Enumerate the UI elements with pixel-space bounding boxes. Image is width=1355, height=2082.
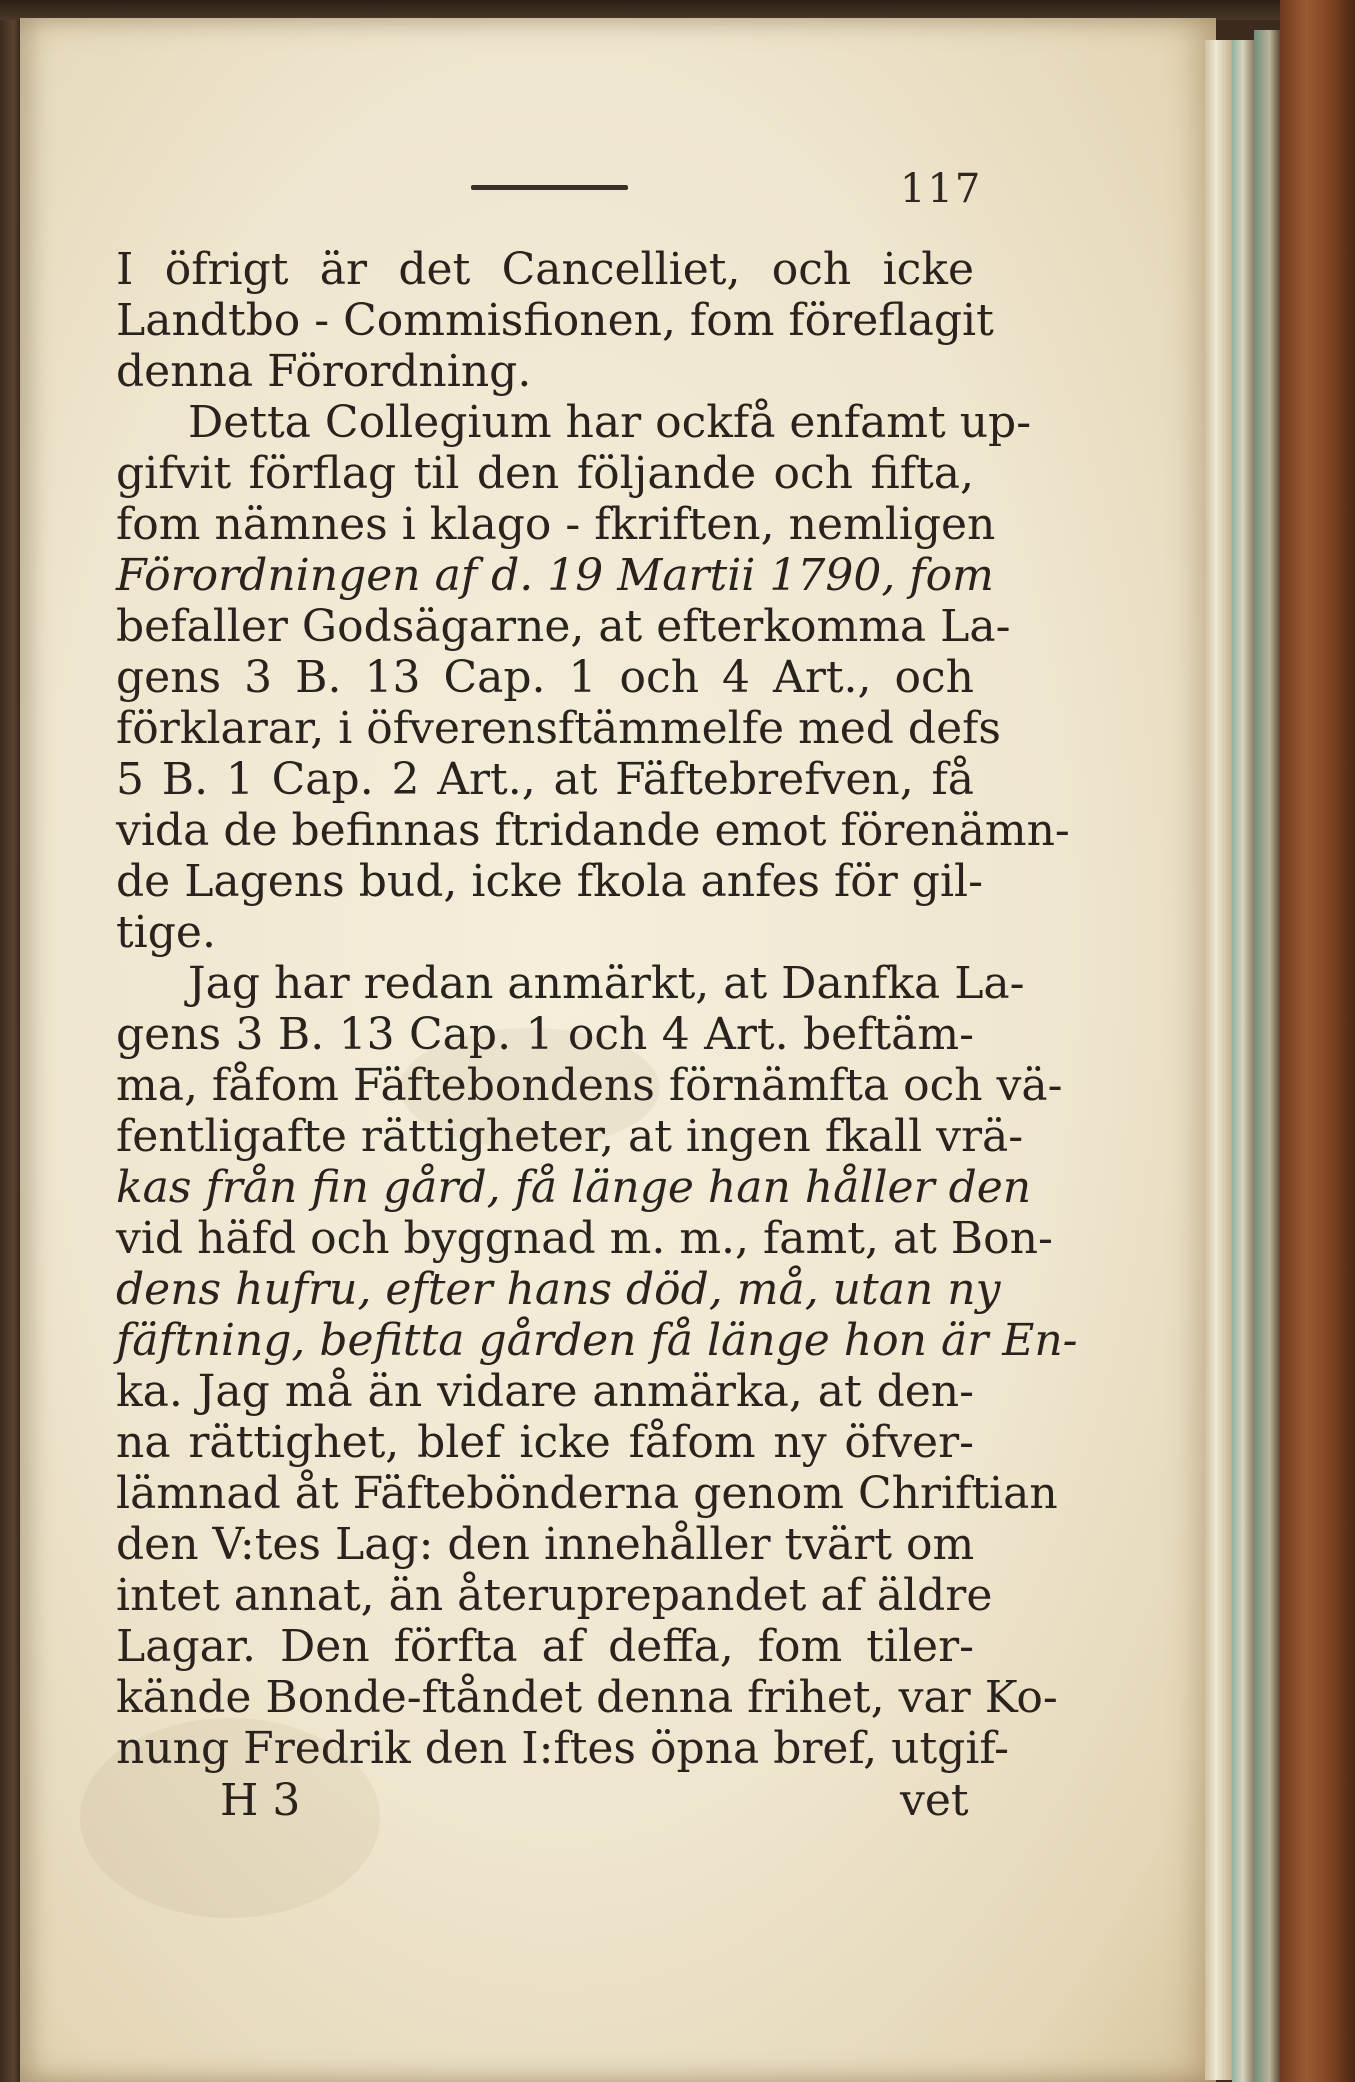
text-line: tige.: [116, 907, 216, 958]
text-line: I öfrigt är det Cancelliet, och icke: [116, 244, 974, 295]
text-line: Detta Collegium har ockfå enfamt up-: [188, 397, 1032, 448]
text-line: intet annat, än återuprepandet af äldre: [116, 1570, 993, 1621]
text-line: fentligafte rättigheter, at ingen fkall vrä-: [116, 1111, 1024, 1162]
catchword: vet: [900, 1775, 969, 1826]
text-line: vid häfd och byggnad m. m., famt, at Bon-: [116, 1213, 1053, 1264]
text-line: förklarar, i öfverensftämmelfe med defs: [116, 703, 1001, 754]
book-cover-edge: [1280, 0, 1355, 2082]
text-line: kände Bonde-ftåndet denna frihet, var Ko-: [116, 1672, 1058, 1723]
text-line: Landtbo - Commisfionen, fom föreflagit: [116, 295, 994, 346]
page-edges: [1254, 30, 1280, 2082]
text-line: de Lagens bud, icke fkola anfes för gil-: [116, 856, 983, 907]
top-shadow: [0, 0, 1355, 20]
text-line: ma, fåfom Fäftebondens förnämfta och vä-: [116, 1060, 1063, 1111]
text-line: kas från fin gård, få länge han håller den: [116, 1162, 1032, 1213]
text-line: lämnad åt Fäftebönderna genom Chriftian: [116, 1468, 1058, 1519]
page-edges: [1232, 40, 1254, 2082]
text-line: vida de befinnas ftridande emot förenämn-: [116, 805, 1070, 856]
text-line: ka. Jag må än vidare anmärka, at den-: [116, 1366, 974, 1417]
text-line: 5 B. 1 Cap. 2 Art., at Fäftebrefven, få: [116, 754, 974, 805]
text-line: nung Fredrik den I:ftes öpna bref, utgif-: [116, 1723, 1009, 1774]
text-line: na rättighet, blef icke fåfom ny öfver-: [116, 1417, 974, 1468]
signature-mark: H 3: [220, 1775, 301, 1826]
text-line: fom nämnes i klago - fkriften, nemligen: [116, 499, 996, 550]
header-ornament-rule: [471, 185, 628, 190]
text-line: gens 3 B. 13 Cap. 1 och 4 Art., och: [116, 652, 974, 703]
text-line: denna Förordning.: [116, 346, 532, 397]
text-line: Jag har redan anmärkt, at Danfka La-: [188, 958, 1025, 1009]
text-line: gifvit förflag til den följande och fifta,: [116, 448, 974, 499]
text-line: den V:tes Lag: den innehåller tvärt om: [116, 1519, 975, 1570]
page-number: 117: [900, 166, 983, 212]
text-line: Lagar. Den förfta af deffa, fom tiler-: [116, 1621, 974, 1672]
text-line: fäftning, befitta gården få länge hon är En-: [116, 1315, 1078, 1366]
text-line: dens hufru, efter hans död, må, utan ny: [116, 1264, 1001, 1315]
text-line: gens 3 B. 13 Cap. 1 och 4 Art. beftäm-: [116, 1009, 974, 1060]
page-fold: [1205, 40, 1233, 2080]
text-line: Förordningen af d. 19 Martii 1790, fom: [116, 550, 994, 601]
text-line: befaller Godsägarne, at efterkomma La-: [116, 601, 1011, 652]
